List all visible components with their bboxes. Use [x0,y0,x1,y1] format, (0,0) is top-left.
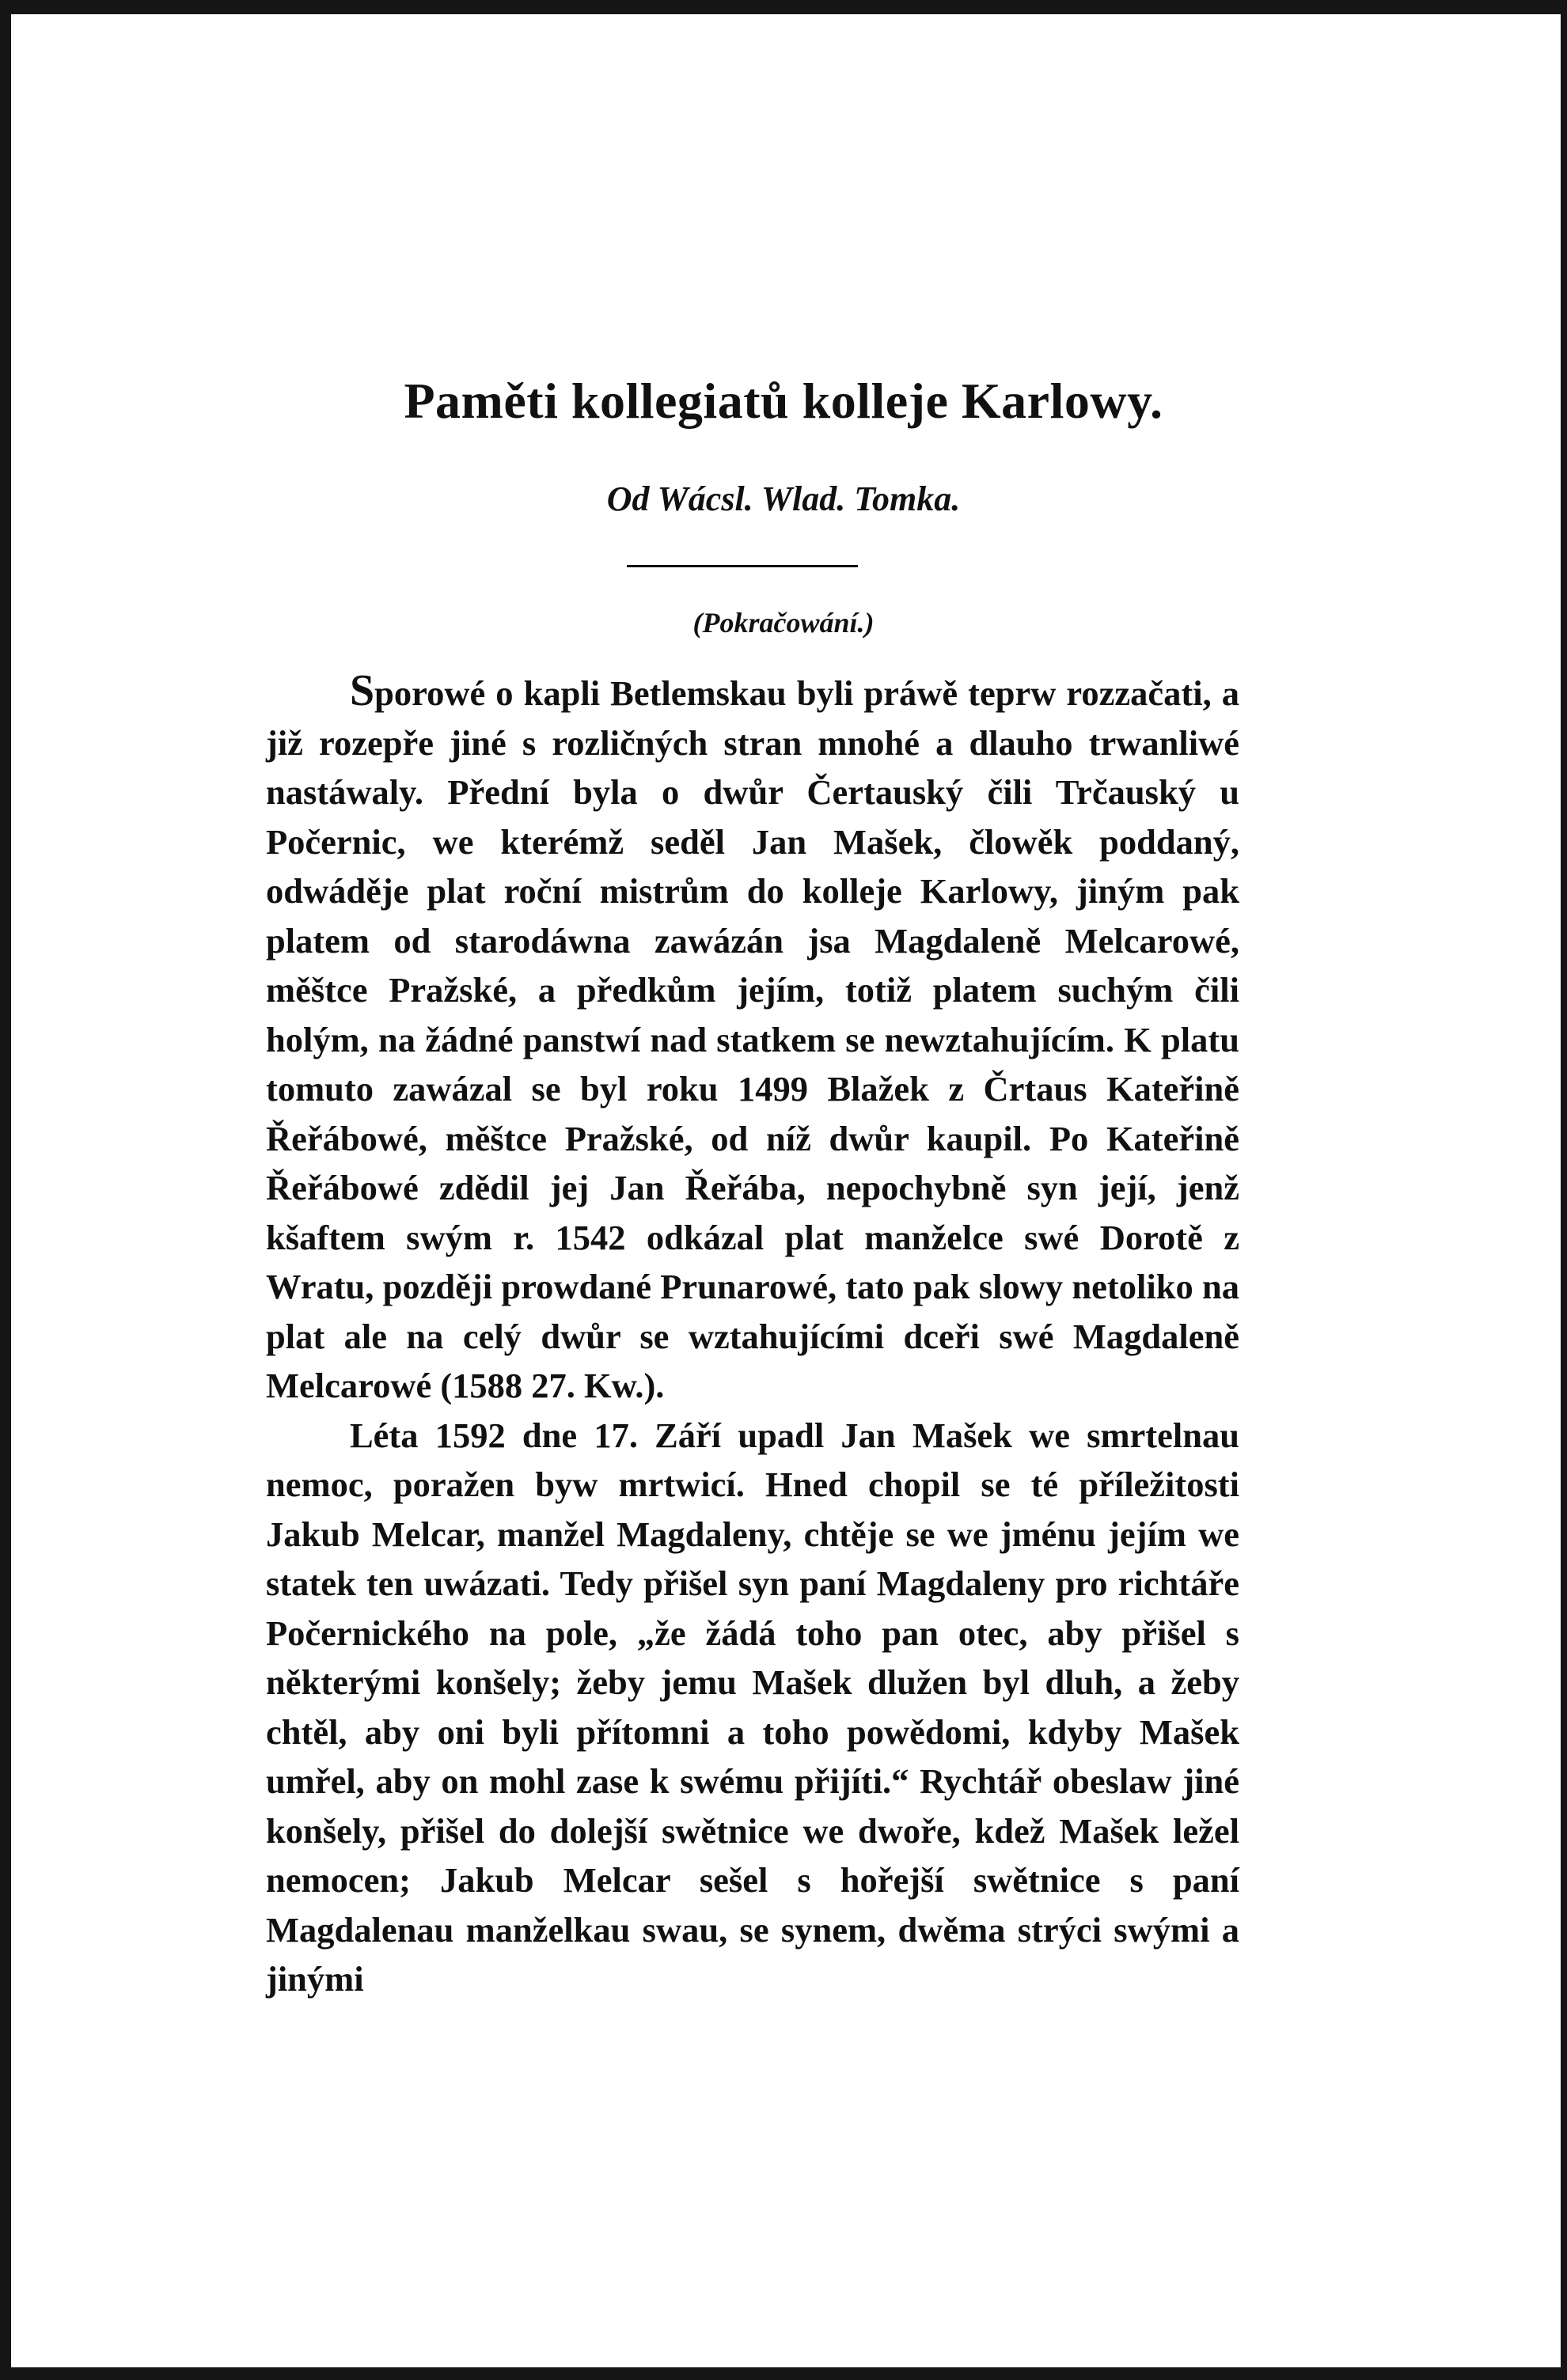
article-title: Paměti kollegiatů kolleje Karlowy. [404,373,1163,429]
paragraph-initial: S [350,666,375,715]
body-text [266,666,1239,2004]
continuation-note: (Pokračowání.) [692,607,875,639]
divider-rule [627,565,858,567]
paragraph-text: porowé o kapli Betlemskau byli práwě teprw rozzačati, a již rozepře jiné s rozličných stran mnohé a dlauho trwanliwé nastáwaly. Přední byla o dwůr Čertauský čili Trčauský u Počernic, we kterémž seděl Jan Mašek, člowěk poddaný, odwáděje plat roční mistrům do kolleje Karlowy, jiným pak platem od starodáwna zawázán jsa Magdaleně Melcarowé, měštce Pražské, a předkům jejím, totiž platem suchým čili holým, na žádné panstwí nad statkem se newztahujícím. K platu tomuto zawázal se byl roku 1499 Blažek z Črtaus Kateřině Řeřábowé, měštce Pražské, od níž dwůr kaupil. Po Kateřině Řeřábowé zdědil jej Jan Řeřába, nepochybně syn její, jenž kšaftem swým r. 1542 odkázal plat manželce swé Dorotě z Wratu, později prowdané Prunarowé, tato pak slowy netoliko na plat ale na celý dwůr se wztahujícími dceři swé Magdaleně Melcarowé (1588 27. Kw.). [266,673,1239,1405]
scan-border-bottom [0,2367,1567,2380]
scan-border-top [0,0,1567,14]
paragraph-2 [266,1411,1239,2004]
scan-border-left [0,0,11,2380]
paragraph-text: Léta 1592 dne 17. Září upadl Jan Mašek we smrtelnau nemoc, poražen byw mrtwicí. Hned chopil se té příležitosti Jakub Melcar, manžel Magdaleny, chtěje se we jménu jejím we statek ten uwázati. Tedy přišel syn paní Magdaleny pro richtáře Počernického na pole, „že žádá toho pan otec, aby přišel s některými konšely; žeby jemu Mašek dlužen byl dluh, a žeby chtěl, aby oni byli přítomni a toho powědomi, kdyby Mašek umřel, aby on mohl zase k swému přijíti.“ Rychtář obeslaw jiné konšely, přišel do dolejší swětnice we dwoře, kdež Mašek ležel nemocen; Jakub Melcar sešel s hořejší swětnice s paní Magdalenau manželkau swau, se synem, dwěma strýci swými a jinými [266,1415,1239,1999]
paragraph-1 [266,666,1239,1411]
scan-border-right [1561,0,1567,2380]
author-byline: Od Wácsl. Wlad. Tomka. [606,479,961,518]
